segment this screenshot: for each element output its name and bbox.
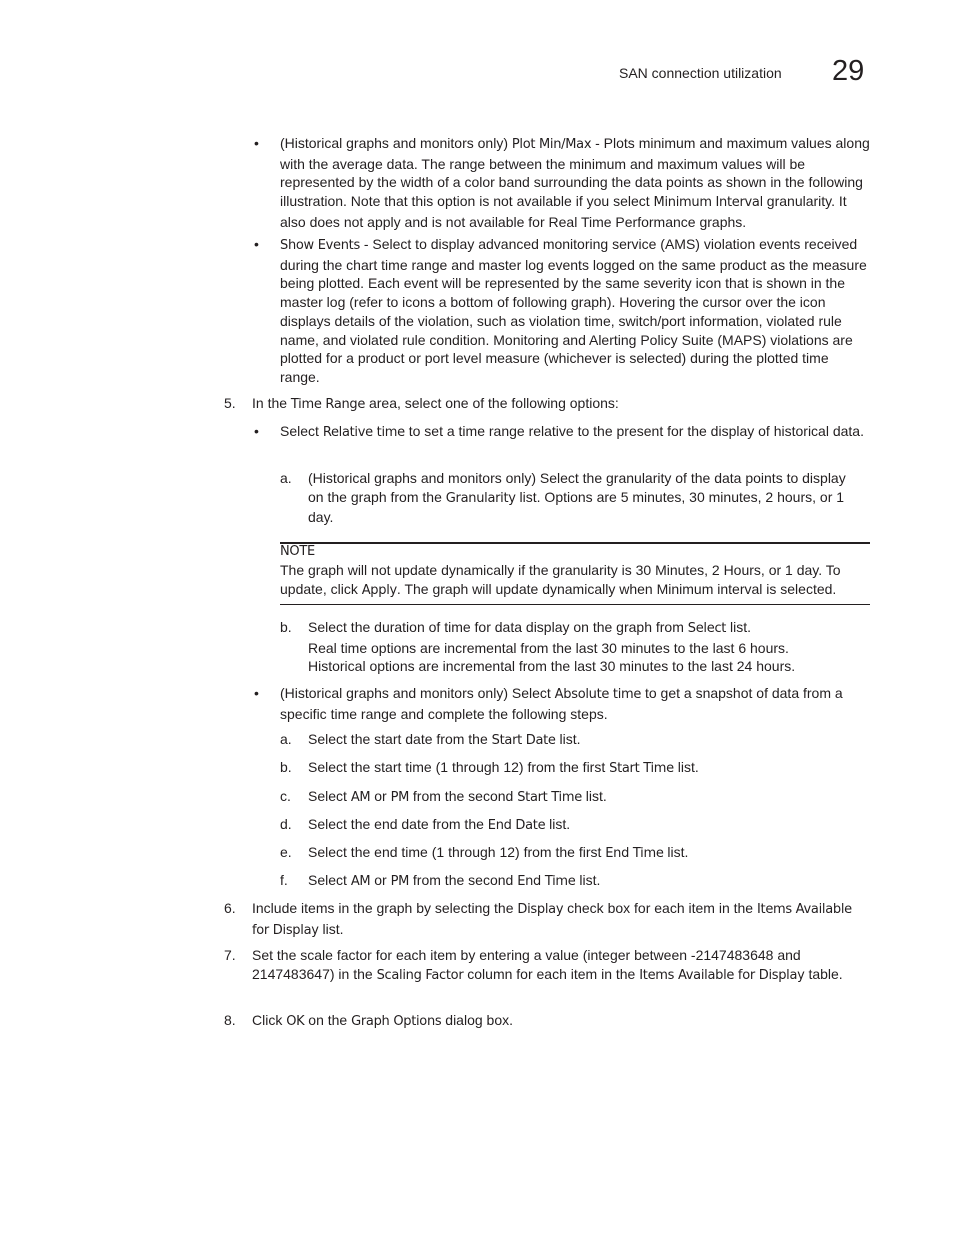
substep-letter: c. bbox=[280, 788, 291, 804]
ui-term-relative-time: Relative time bbox=[322, 425, 405, 440]
text-run: from the second bbox=[409, 788, 518, 804]
ui-term-display: Display bbox=[517, 902, 564, 917]
ui-term-am: AM bbox=[350, 874, 371, 889]
text-run: Select the end time (1 through 12) from the first bbox=[308, 844, 606, 860]
text-run: In the bbox=[252, 395, 291, 411]
step-7-text bbox=[252, 946, 872, 985]
substep-letter: f. bbox=[280, 872, 288, 888]
ui-term-scaling-factor: Scaling Factor bbox=[376, 967, 464, 983]
text-run: - Plots minimum and maximum values along with the average data. The range between the minimum and maximum values will be represented by the width of a color band surrounding the data points as shown in the following illustration. Note that this option is not available if you select bbox=[280, 135, 870, 210]
step-5-text bbox=[252, 394, 870, 415]
text-run: Select the end date from the bbox=[308, 816, 488, 832]
text-run: list. bbox=[673, 759, 699, 775]
ui-term-start-time: Start Time bbox=[609, 761, 674, 776]
text-run: granularity. It also does not apply and is not available for Real Time Performance graphs. bbox=[280, 193, 847, 230]
text-run: Select bbox=[280, 423, 323, 439]
text-run: Select bbox=[308, 872, 351, 888]
chapter-number: 29 bbox=[832, 55, 865, 87]
text-run: to set a time range relative to the present for the display of historical data. bbox=[404, 423, 864, 439]
ui-term-show-events: Show Events bbox=[280, 238, 360, 253]
relative-time-paragraph bbox=[280, 422, 870, 443]
substep-letter: a. bbox=[280, 470, 292, 486]
note-bottom-rule bbox=[280, 604, 870, 605]
substep-letter: e. bbox=[280, 844, 292, 860]
ui-term-items-available: Items Available for Display bbox=[252, 902, 852, 938]
ui-term-time-range: Time Range bbox=[290, 397, 366, 412]
start-date-substep bbox=[308, 730, 868, 751]
ui-term-end-time: End Time bbox=[517, 874, 576, 889]
step-8-text bbox=[252, 1011, 872, 1032]
text-run: The graph will not update dynamically if the granularity is 30 Minutes, 2 Hours, or 1 day. To update, click bbox=[280, 562, 841, 597]
note-body bbox=[280, 561, 872, 600]
bullet-icon: • bbox=[254, 236, 259, 252]
text-run: to get a snapshot of data from a specific time range and complete the following steps. bbox=[280, 685, 843, 722]
text-run: (Historical graphs and monitors only) Select the granularity of the data points to display on the graph from the bbox=[308, 470, 846, 505]
text-run: area, select one of the following options: bbox=[365, 395, 619, 411]
ui-term-end-date: End Date bbox=[487, 818, 546, 833]
substep-letter: d. bbox=[280, 816, 292, 832]
note-top-rule bbox=[280, 542, 870, 544]
substep-letter: a. bbox=[280, 731, 292, 747]
text-run: Select the start time (1 through 12) from the first bbox=[308, 759, 610, 775]
text-run: Click bbox=[252, 1012, 287, 1028]
ui-term-end-time: End Time bbox=[605, 846, 664, 861]
text-run: list. bbox=[318, 920, 344, 937]
text-run: list. bbox=[555, 731, 581, 747]
granularity-substep bbox=[308, 469, 863, 527]
text-run: Set the scale factor for each item by entering a value (integer between -2147483648 and 2147483647) in the bbox=[252, 947, 801, 982]
duration-realtime-line: Real time options are incremental from the last 30 minutes to the last 6 hours. bbox=[308, 639, 789, 656]
absolute-time-paragraph bbox=[280, 684, 872, 723]
text-run: - Select to display advanced monitoring service (AMS) violation events received during the chart time range and master log events logged on the same product as the measure being plotted. Each event will be represented by the same severity icon that is shown in the master log (refer to icons a bottom of following graph). Hovering the cursor over the icon displays details of the violation, such as violation time, switch/port information, violated rule name, and violated rule condition. Monitoring and Alerting Policy Suite (MAPS) violations are plotted for a product or port level measure (whichever is selected) during the plotted time range. bbox=[280, 236, 867, 385]
start-ampm-substep bbox=[308, 787, 868, 808]
plot-minmax-paragraph bbox=[280, 134, 870, 232]
ui-term-start-time: Start Time bbox=[517, 790, 582, 805]
text-run: list. bbox=[575, 872, 601, 888]
ui-term-graph-options: Graph Options bbox=[351, 1014, 442, 1029]
end-ampm-substep bbox=[308, 871, 868, 892]
step-number: 5. bbox=[224, 395, 236, 411]
text-run: table. bbox=[804, 965, 843, 982]
step-number: 8. bbox=[224, 1012, 236, 1028]
duration-line bbox=[308, 618, 868, 639]
text-run: column for each item in the bbox=[463, 965, 640, 982]
ui-term-am: AM bbox=[350, 790, 371, 805]
end-time-substep bbox=[308, 843, 868, 864]
text-run: Include items in the graph by selecting the bbox=[252, 900, 518, 916]
ui-term-minimum-interval: Minimum Interval bbox=[653, 195, 763, 211]
ui-term-pm: PM bbox=[390, 790, 410, 805]
text-run: list. bbox=[545, 816, 571, 832]
start-time-substep bbox=[308, 758, 868, 779]
ui-term-apply: Apply bbox=[361, 582, 397, 598]
text-run: or bbox=[370, 788, 391, 804]
step-number: 7. bbox=[224, 947, 236, 963]
text-run: Select the duration of time for data display on the graph from bbox=[308, 619, 688, 635]
ui-term-items-available: Items Available for Display bbox=[639, 967, 805, 983]
bullet-icon: • bbox=[254, 423, 259, 439]
substep-letter: b. bbox=[280, 759, 292, 775]
bullet-icon: • bbox=[254, 685, 259, 701]
text-run: . The graph will update dynamically when Minimum interval is selected. bbox=[396, 580, 837, 597]
ui-term-absolute-time: Absolute time bbox=[554, 687, 642, 702]
step-number: 6. bbox=[224, 900, 236, 916]
ui-term-plot-minmax: Plot Min/Max bbox=[511, 137, 592, 152]
text-run: on the bbox=[304, 1012, 352, 1028]
bullet-icon: • bbox=[254, 135, 259, 151]
text-run: (Historical graphs and monitors only) Select bbox=[280, 685, 555, 701]
duration-substep bbox=[308, 618, 868, 676]
ui-term-granularity: Granularity bbox=[445, 490, 516, 506]
note-title: NOTE bbox=[280, 544, 315, 559]
show-events-paragraph bbox=[280, 235, 872, 387]
ui-term-ok: OK bbox=[286, 1014, 305, 1029]
text-run: (Historical graphs and monitors only) bbox=[280, 135, 512, 151]
substep-letter: b. bbox=[280, 619, 292, 635]
end-date-substep bbox=[308, 815, 868, 836]
text-run: Select the start date from the bbox=[308, 731, 492, 747]
step-6-text bbox=[252, 899, 872, 940]
text-run: list. bbox=[663, 844, 689, 860]
ui-term-start-date: Start Date bbox=[491, 733, 556, 748]
text-run: from the second bbox=[409, 872, 518, 888]
text-run: list. Options are 5 minutes, 30 minutes, 2 hours, or 1 day. bbox=[308, 488, 845, 526]
text-run: or bbox=[370, 872, 391, 888]
text-run: dialog box. bbox=[441, 1012, 513, 1028]
text-run: check box for each item in the bbox=[563, 900, 757, 916]
ui-term-pm: PM bbox=[390, 874, 410, 889]
ui-term-select: Select bbox=[687, 621, 727, 636]
text-run: list. bbox=[726, 619, 751, 635]
duration-historical-line: Historical options are incremental from the last 30 minutes to the last 24 hours. bbox=[308, 658, 796, 675]
text-run: list. bbox=[581, 788, 607, 804]
running-header-section: SAN connection utilization bbox=[619, 65, 782, 81]
text-run: Select bbox=[308, 788, 351, 804]
